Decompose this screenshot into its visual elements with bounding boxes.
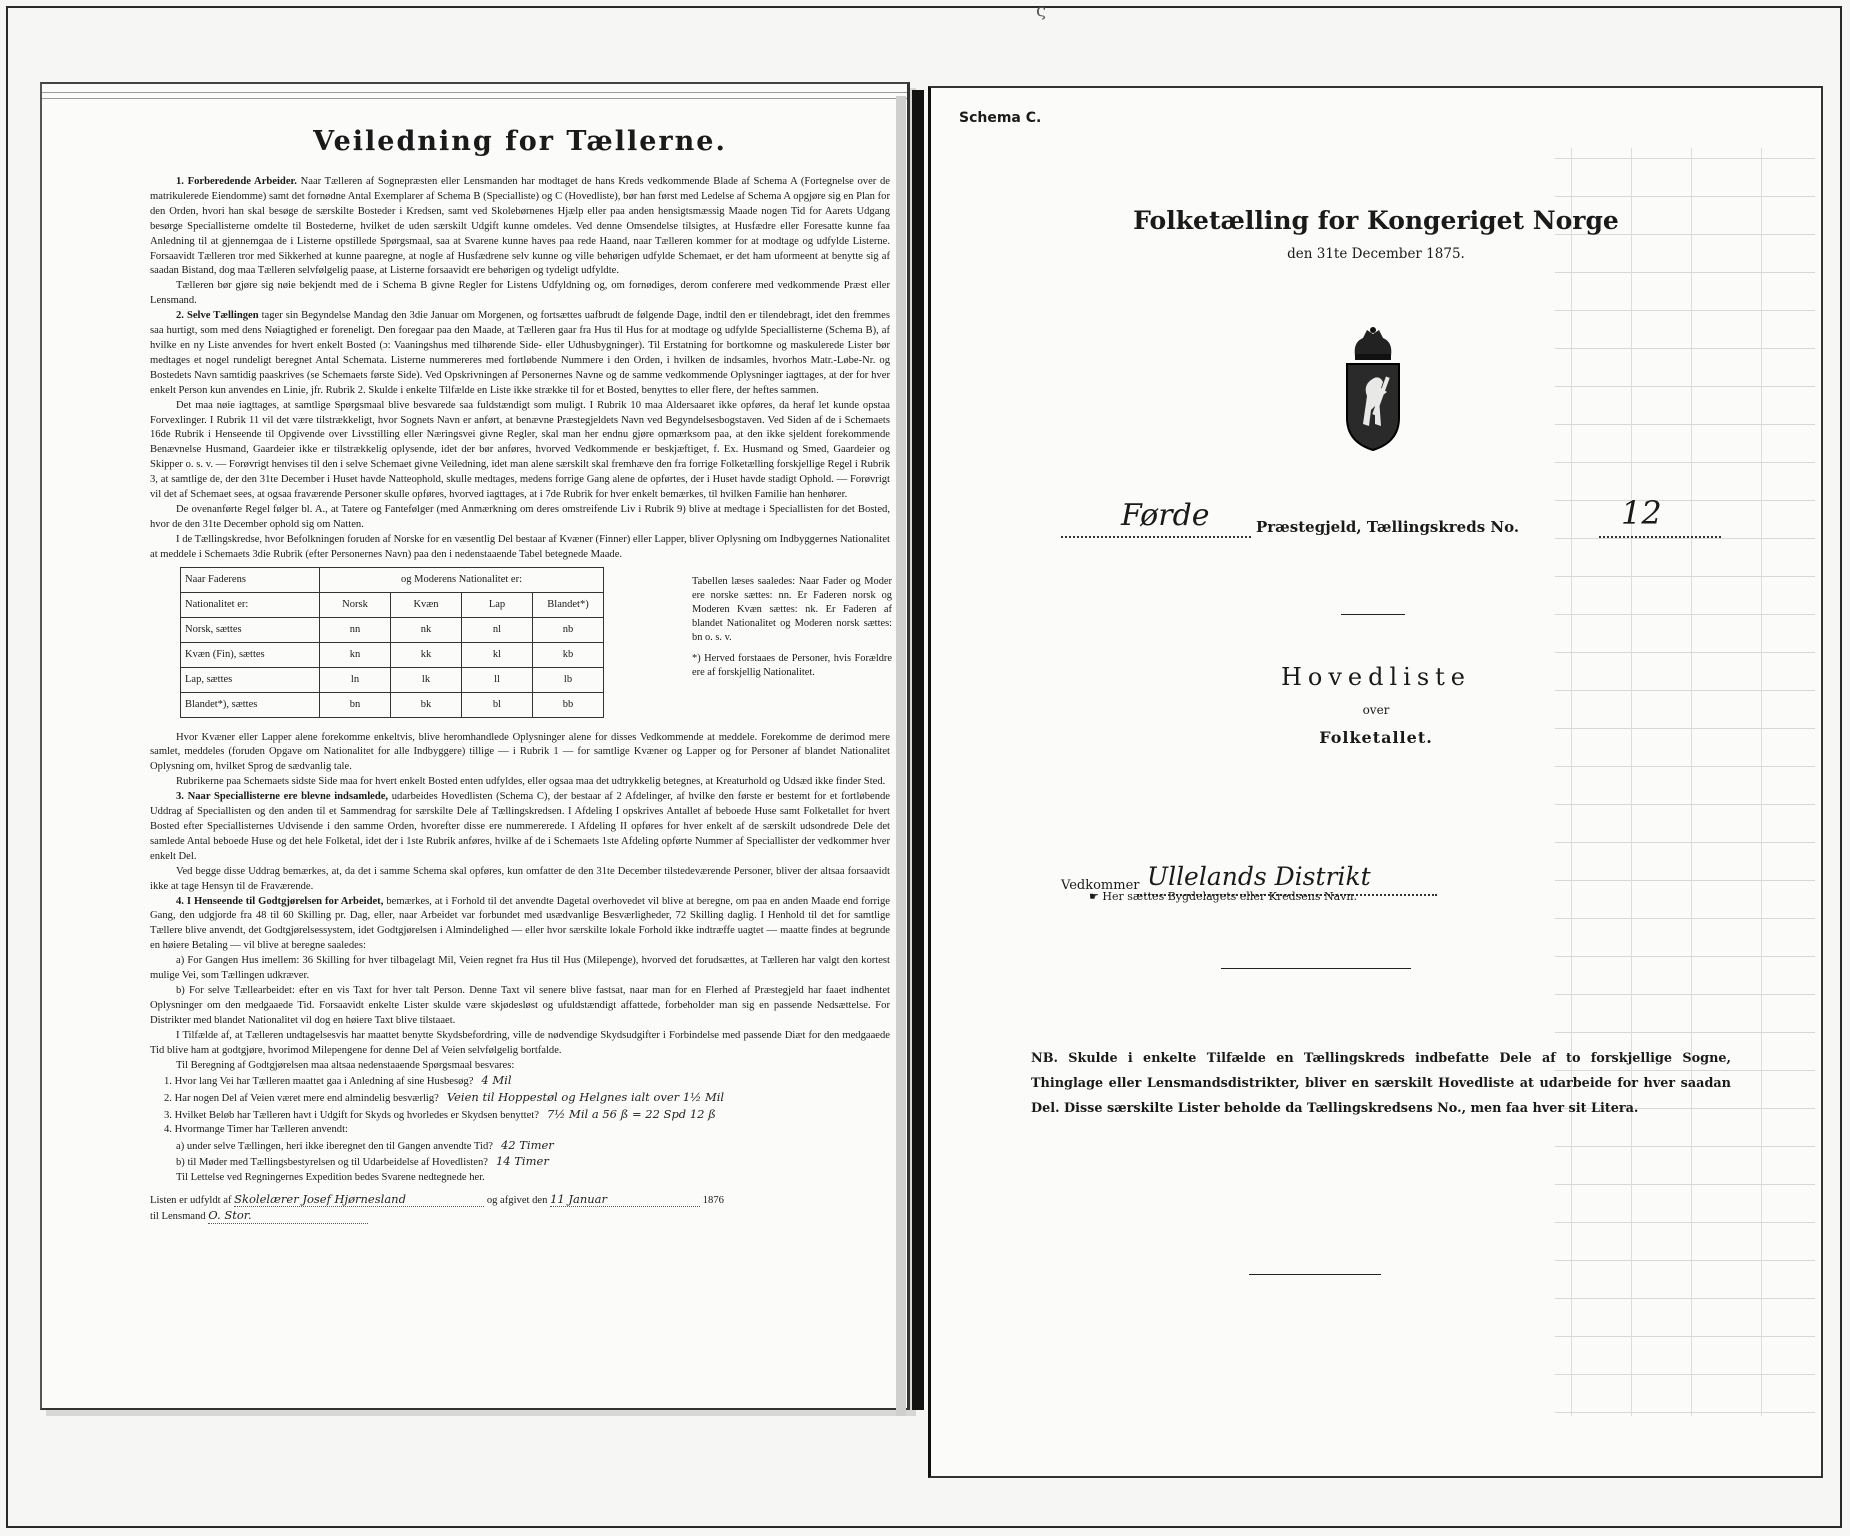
question-text: 4. Hvormange Timer har Tælleren anvendt:	[164, 1124, 348, 1136]
instruction-paragraph	[150, 503, 890, 533]
book-gutter	[896, 96, 906, 1416]
ledger-line	[1555, 158, 1815, 159]
nationality-code: kn	[320, 642, 391, 667]
ledger-line	[1555, 956, 1815, 957]
handwritten-answer: 14 Timer	[495, 1154, 549, 1169]
questions-list	[150, 1073, 890, 1171]
top-mark: ς	[1036, 0, 1047, 21]
row-label: Blandet*), sættes	[181, 692, 320, 717]
instruction-paragraph	[150, 954, 890, 984]
instruction-paragraph	[150, 865, 890, 895]
ledger-line	[1555, 348, 1815, 349]
lensmand-prefix: til Lensmand	[150, 1211, 206, 1223]
sign-name: Skolelærer Josef Hjørnesland	[234, 1192, 484, 1208]
handwritten-answer: Veien til Hoppestøl og Helgnes ialt over 1½ Mil	[446, 1090, 725, 1104]
ledger-line	[1555, 1374, 1815, 1375]
instruction-paragraph	[150, 895, 890, 955]
question-row	[150, 1090, 890, 1107]
parish-name: Førde	[1121, 498, 1210, 533]
parish-label: Præstegjeld, Tællingskreds No.	[1256, 518, 1520, 536]
nationality-code: ln	[320, 667, 391, 692]
section-text: De ovenanførte Regel følger bl. A., at Tatere og Fantefølger (med Anmærkning om deres omstreifende Liv i Rubrik 9) blive at medtage i Speciallisten for det Bosted, hvor de den 31te December ophold sig om Natten.	[150, 503, 890, 530]
question-row	[150, 1123, 890, 1138]
ledger-line	[1555, 1260, 1815, 1261]
instruction-paragraph	[150, 1059, 890, 1074]
right-page	[928, 86, 1823, 1478]
divider	[1341, 614, 1405, 615]
schema-label: Schema C.	[959, 110, 1042, 126]
question-text: 2. Har nogen Del af Veien været mere end almindelig besværlig?	[164, 1093, 439, 1104]
district-name: Ullelands Distrikt	[1147, 862, 1371, 891]
ledger-line	[1555, 1184, 1815, 1185]
sign-year: 1876	[702, 1194, 724, 1206]
section-text: Naar Tælleren af Sognepræsten eller Lensmanden har modtaget de hans Kreds vedkommende Blade af Schema A (Fortegnelse over de matrikulerede Eiendomme) samt det fornødne Antal Exemplarer af Schema B (Specialliste) og C (Hovedliste), bør han først med Ledelse af Schema A opgjøre sig en Plan for den Orden, hvori han skal besøge de særskilte Bosteder i Kredsen, samt ved Skolebørnenes Hjælp eller paa anden hensigtsmæssig Maade nogen Tid for Aarets Udgang besørge Speciallisterne omdelte til Bostederne, hvilket de uden særskilt Udgift kunne omdeles. Ved denne Omsendelse tilsigtes, at Husfædre eller Foresatte kunne faa Anledning til at gjennemgaa de i Listerne opstillede Spørgsmaal, saa at Svarene kunne haves paa rede Haand, naar Tælleren kommer for at modtage og udfylde Listerne. Forsaavidt Tælleren tror med Sikkerhed at kunne paaregne, at nogle af Husfædrene selv kunne og ville behørigen udfylde Schemaet, er det ham uformeent at benytte sig af saadan Bistand, dog maa Tælleren selvfølgelig paase, at Listerne forsaavidt ere behørigen og tydeligt udfyldte.	[150, 176, 890, 277]
sign-prefix: Listen er udfyldt af	[150, 1194, 232, 1206]
nationality-code: kl	[462, 642, 533, 667]
pointing-hand-icon: ☛	[1089, 890, 1099, 903]
closing-note: Til Lettelse ved Regningernes Expedition bedes Svarene nedtegnede her.	[176, 1171, 485, 1183]
table-header-mother: og Moderens Nationalitet er:	[320, 567, 604, 592]
instructions-sections-2	[150, 731, 890, 1074]
ledger-line	[1555, 614, 1815, 615]
ledger-line	[1555, 462, 1815, 463]
instructions-title: Veiledning for Tællerne.	[313, 126, 727, 157]
col-header: Blandet*)	[533, 592, 604, 617]
table-note-footnote: *) Herved forstaaes de Personer, hvis Forældre ere af forskjellig Nationalitet.	[692, 652, 892, 678]
instruction-paragraph	[150, 731, 890, 776]
ledger-column	[1691, 148, 1692, 1416]
nationality-code: lk	[391, 667, 462, 692]
census-title: Folketælling for Kongeriget Norge	[1133, 206, 1619, 235]
instruction-paragraph	[150, 175, 890, 279]
table-row	[181, 617, 604, 642]
section-text: I de Tællingskredse, hvor Befolkningen foruden af Norske for en væsentlig Del bestaar af Kvæner (Finner) eller Lapper, bliver Oplysning om Indbyggernes Nationalitet at meddele i Schemaets 3die Rubrik (efter Personernes Navn) paa den i nedenstaaende Tabel betegnede Maade.	[150, 533, 890, 560]
coat-of-arms-icon	[1341, 326, 1405, 454]
lensmand-name: O. Stor.	[208, 1208, 368, 1224]
sign-mid: og afgivet den	[486, 1194, 548, 1206]
table-note	[692, 575, 892, 686]
ledger-column	[1571, 148, 1572, 1416]
nationality-code: nb	[533, 617, 604, 642]
ledger-line	[1555, 1298, 1815, 1299]
row-label: Kvæn (Fin), sættes	[181, 642, 320, 667]
instructions	[150, 126, 890, 1225]
kreds-number: 12	[1621, 494, 1662, 532]
over-text: over	[1362, 703, 1390, 717]
nationality-code: bk	[391, 692, 462, 717]
nationality-code: nn	[320, 617, 391, 642]
section-heading: 4. I Henseende til Godtgjørelsen for Arbeidet,	[176, 895, 384, 907]
nationality-code: bb	[533, 692, 604, 717]
ledger-line	[1555, 196, 1815, 197]
instruction-paragraph	[150, 775, 890, 790]
ledger-line	[1555, 842, 1815, 843]
district-hint-text: Her sættes Bygdelagets eller Kredsens Navn.	[1102, 890, 1357, 903]
instruction-paragraph	[150, 279, 890, 309]
question-row	[150, 1107, 890, 1124]
ledger-line	[1555, 804, 1815, 805]
ledger-line	[1555, 424, 1815, 425]
question-text: 1. Hvor lang Vei har Tælleren maattet gaa i Anledning af sine Husbesøg?	[164, 1076, 474, 1088]
handwritten-answer: 4 Mil	[481, 1073, 512, 1088]
hovedliste-heading: Hovedliste	[1280, 663, 1472, 691]
ledger-line	[1555, 1146, 1815, 1147]
ledger-line	[1555, 500, 1815, 501]
question-text: 3. Hvilket Beløb har Tælleren havt i Udgift for Skyds og hvorledes er Skydsen benyttet?	[164, 1109, 539, 1121]
question-text: b) til Møder med Tællingsbestyrelsen og til Udarbeidelse af Hovedlisten?	[176, 1157, 488, 1169]
instructions-sections	[150, 175, 890, 563]
table-note-reading: Tabellen læses saaledes: Naar Fader og Moder ere norske sættes: nn. Er Faderen norsk og Moderen Kvæn sættes: nk. Er Faderen af blandet Nationalitet og Moderen norsk sættes: bn o. s. v.	[692, 575, 892, 644]
instruction-paragraph	[150, 790, 890, 865]
nationality-table	[180, 567, 604, 718]
section-text: Ved begge disse Uddrag bemærkes, at, da det i samme Schema skal opføres, kun omfatter de den 31te December tilstedeværende Personer, bliver der altsaa forsaavidt ikke at tage Hensyn til de Fraværende.	[150, 865, 890, 892]
divider	[1249, 1274, 1381, 1275]
instruction-paragraph	[150, 399, 890, 503]
ledger-line	[1555, 576, 1815, 577]
nationality-code: kk	[391, 642, 462, 667]
handwritten-answer: 42 Timer	[500, 1137, 554, 1152]
parish-dotted-line	[1061, 536, 1251, 538]
nationality-block	[150, 567, 890, 727]
ledger-column	[1761, 148, 1762, 1416]
ledger-line	[1555, 652, 1815, 653]
ledger-line	[1555, 1412, 1815, 1413]
section-text: bemærkes, at i Forhold til det anvendte Dagetal overhovedet vil blive at beregne, om paa en anden Maade end forrige Gang, den udgjorde fra 48 til 60 Skilling pr. Dag, eller, naar Arbeidet var forbundet med usædvanlige Besværligheder, 72 Skilling daglig. I Henhold til det for samtlige Tællere blive anvendt, det Godtgjørelsessystem, idet Godtgjørelsen i Almindelighed — eller hvor særskilte lokale Forhold ikke indtræffe uagtet — maatte findes at begrunde en høiere Betaling — vil blive at beregne saaledes:	[150, 895, 890, 952]
ledger-column	[1631, 148, 1632, 1416]
lensmand-line	[150, 1208, 890, 1225]
ledger-line	[1555, 766, 1815, 767]
instruction-paragraph	[150, 1029, 890, 1059]
parish-row	[1061, 494, 1721, 546]
left-page	[40, 82, 910, 1410]
district-hint	[1089, 890, 1357, 903]
instruction-paragraph	[150, 309, 890, 398]
section-text: Rubrikerne paa Schemaets sidste Side maa for hvert enkelt Bosted enten udfyldes, eller ogsaa maa det udtrykkelig betegnes, at Kreaturhold og Udsæd ikke finder Sted.	[176, 776, 886, 788]
instruction-paragraph	[150, 533, 890, 563]
nationality-code: bn	[320, 692, 391, 717]
section-text: udarbeides Hovedlisten (Schema C), der bestaar af 2 Afdelinger, af hvilke den første er bestemt for et fortløbende Uddrag af Speciallisten og den anden til et Sammendrag for særskilte Dele af Tællingskredsen. I Afdeling I opskrives Antallet af beboede Huse samt Folketallet for hvert Bosted efter Speciallisternes Udvisende i den samme Orden, hvorefter disse ere nummererede. I Afdeling II opføres for hver enkelt af de særskilt udsondrede Dele det samlede Antal beboede Huse og det hele Folketal, idet der i 1ste Rubrik anføres, hvilke af de i Schemaets 1ste Afdeling opførte Nummer af Speciallister der vedkommer hver enkelt Del.	[150, 791, 890, 862]
ledger-line	[1555, 1222, 1815, 1223]
nationality-code: lb	[533, 667, 604, 692]
section-text: I Tilfælde af, at Tælleren undtagelsesvis har maattet benytte Skydsbefordring, ville de nødvendige Skydsudgifter i Forbindelse med passende Diæt for den medgaaede Tid blive ham at godtgjøre, hvorimod Milepengene for denne Del af Veien selvfølgelig bortfalde.	[150, 1029, 890, 1056]
kreds-dotted-line	[1599, 536, 1721, 538]
page-stack-line	[42, 98, 907, 99]
ledger-line	[1555, 272, 1815, 273]
section-text: Det maa nøie iagttages, at samtlige Spørgsmaal blive besvarede saa fuldstændigt som muligt. I Rubrik 10 maa Aldersaaret ikke opføres, da heraf let kunde opstaa Forvexlinger. I Rubrik 11 vil det være tilstrækkeligt, hvor Sognets Navn er anført, at benævne Præstegjeldets Navn ved Begyndelsesbogstaven. Ved Siden af de i Schemaets 16de Rubrik i Henseende til Opgivende over Livsstilling eller Næringsvei givne Regler, skal man her endnu gjøre opmærksom paa, at den ikke sjeldent forekommende Benævnelse Husmand, Gaardeier ikke er tilstrækkelig oplysende, idet der bør anføres, hvorved Vedkommende er beskjæftiget, f. Ex. Husmand og Smed, Gaardeier og Skipper o. s. v. — Forøvrigt henvises til den i selve Schemaet givne Veiledning, idet man alene særskilt skal fremhæve den fra forrige Folketælling forskjellige Regel i Rubrik 3, at samtlige de, der den 31te December i Huset havde Natteophold, skulle medtages, medens forrige Gang alene de opførtes, der i Huset havde stadigt Ophold. — Forøvrigt vil det af Schemaet sees, at ogsaa fraværende Personer skulle opføres, hvorved iagttages, at i 7de Rubrik for hver enkelt bemærkes, til hvilken Familie han henhører.	[150, 399, 890, 501]
nationality-code: nk	[391, 617, 462, 642]
table-header-nationality: Nationalitet er:	[181, 592, 320, 617]
census-date: den 31te December 1875.	[1287, 246, 1465, 262]
question-text: a) under selve Tællingen, heri ikke iberegnet den til Gangen anvendte Tid?	[176, 1140, 493, 1152]
col-header: Kvæn	[391, 592, 462, 617]
page-stack-line	[42, 92, 907, 93]
question-row	[150, 1154, 890, 1171]
section-heading: 2. Selve Tællingen	[176, 310, 259, 322]
nationality-code: kb	[533, 642, 604, 667]
table-row	[181, 642, 604, 667]
section-heading: 1. Forberedende Arbeider.	[176, 176, 297, 187]
vedkommer-label: Vedkommer	[1061, 878, 1140, 893]
nationality-code: ll	[462, 667, 533, 692]
signature-line	[150, 1192, 890, 1209]
ledger-line	[1555, 310, 1815, 311]
row-label: Lap, sættes	[181, 667, 320, 692]
section-text: b) For selve Tællearbeidet: efter en vis Taxt for hver talt Person. Denne Taxt vil senere blive fastsat, naar man for en Flerhed af Præstegjeld har faaet indhentet Oplysninger om den medgaaede Tid. Forsaavidt enkelte Lister skulde være skjødesløst og ufuldstændigt affattede, forbeholder man sig en passende Nedsættelse. For Distrikter med blandet Nationalitet vil dog en høiere Taxt blive tilstaaet.	[150, 984, 890, 1026]
nationality-code: nl	[462, 617, 533, 642]
nb-note: NB. Skulde i enkelte Tilfælde en Tællingskreds indbefatte Dele af to forskjellige Sogne, Thinglage eller Lensmandsdistrikter, bliver en særskilt Hovedliste at udarbeide for hver saadan Del. Disse særskilte Lister beholde da Tællingskredsens No., men faa hver sit Litera.	[1031, 1051, 1731, 1116]
section-text: Til Beregning af Godtgjørelsen maa altsaa nedenstaaende Spørgsmaal besvares:	[176, 1059, 515, 1071]
book-spine	[912, 90, 924, 1410]
handwritten-answer: 7½ Mil a 56 ß = 22 Spd 12 ß	[546, 1106, 716, 1121]
divider	[1221, 968, 1411, 969]
section-text: Hvor Kvæner eller Lapper alene forekomme enkeltvis, blive heromhandlede Oplysninger alene for disses Vedkommende at meddele. Forekomme de derimod mere samlet, meddeles (foruden Opgave om Nationalitet for alle Indbyggere) tillige — i Rubrik 1 — for samtlige Kvæner og Lapper og for Personer af blandet Nationalitet Oplysning om, hvilket Sprog de sædvanlig tale.	[150, 731, 890, 773]
ledger-line	[1555, 1336, 1815, 1337]
section-heading: 3. Naar Speciallisterne ere blevne indsamlede,	[176, 791, 389, 803]
question-row	[150, 1073, 890, 1090]
sign-date: 11 Januar	[550, 1192, 700, 1208]
question-row	[150, 1138, 890, 1155]
nationality-code: bl	[462, 692, 533, 717]
instruction-paragraph	[150, 984, 890, 1029]
ledger-line	[1555, 386, 1815, 387]
section-text: a) For Gangen Hus imellem: 36 Skilling for hver tilbagelagt Mil, Veien regnet fra Hus til Hus (Milepenge), hvorved det forudsættes, at Tælleren har valgt den kortest mulige Vei, som Tællingen udkræver.	[150, 955, 890, 982]
folketallet-heading: Folketallet.	[1319, 728, 1433, 747]
ledger-line	[1555, 918, 1815, 919]
section-text: Tælleren bør gjøre sig nøie bekjendt med de i Schema B givne Regler for Listens Udfyldning og, om fornødiges, derom conferere med vedkommende Præst eller Lensmand.	[150, 280, 890, 307]
table-row	[181, 667, 604, 692]
ledger-line	[1555, 1032, 1815, 1033]
table-row	[181, 692, 604, 717]
table-header-father: Naar Faderens	[181, 567, 320, 592]
col-header: Lap	[462, 592, 533, 617]
ledger-line	[1555, 994, 1815, 995]
col-header: Norsk	[320, 592, 391, 617]
row-label: Norsk, sættes	[181, 617, 320, 642]
section-text: tager sin Begyndelse Mandag den 3die Januar om Morgenen, og fortsættes uafbrudt de følgende Dage, indtil den er tilendebragt, idet den fremmes saa hurtigt, som med dens Nøiagtighed er foreneligt. Den foregaar paa den Maade, at Tælleren gaar fra Hus til Hus for at modtage og udfylde Speciallisterne (Schema B), af hvilke en ny Liste anvendes for hvert enkelt Bosted (ɔ: Vaaningshus med tilhørende Side- eller Udhusbygninger). Til Erstatning for bortkomne og maskulerede Lister bør medtages et nogel rundeligt beregnet Antal Schemata. Listerne nummereres med fortløbende Nummere i den Orden, i hvilken de indsamles, hvorhos Matr.-Løbe-Nr. og Bostedets Navn samtidig paaskrives (se Schemaets første Side). Ved Opskrivningen af Personernes Navne og de samme vedkommende Oplysninger iagttages, at der for hver enkelt Person kun anvendes en Linie, jfr. Rubrik 2. Skulde i enkelte Tilfælde en Liste ikke strække til for et Bosted, benyttes to eller flere, der heftes sammen.	[150, 310, 890, 396]
